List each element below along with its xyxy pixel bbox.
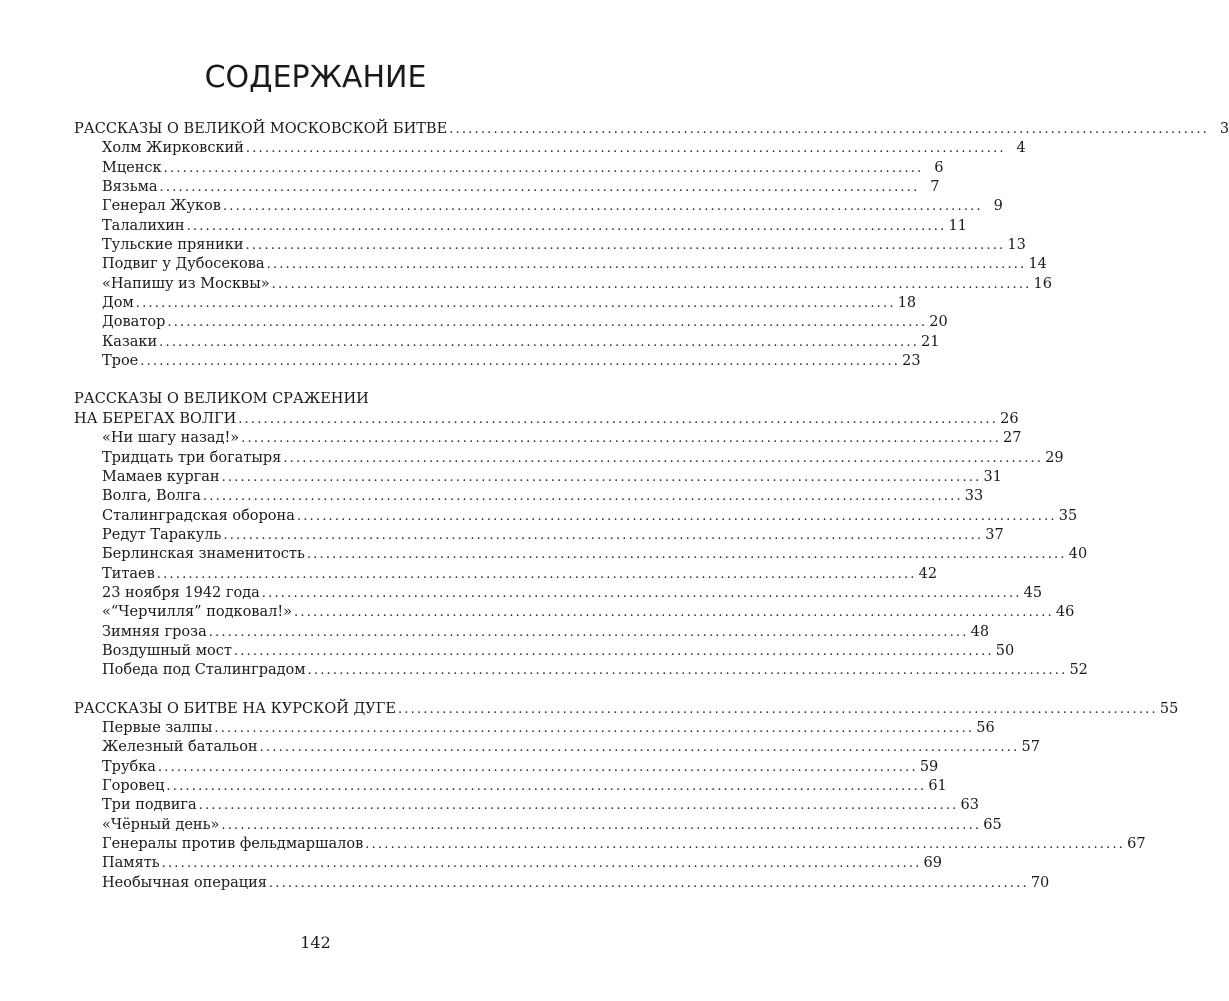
toc-item [74, 584, 1043, 603]
toc-item-title: Волга, Волга [102, 488, 201, 505]
toc-item [74, 565, 938, 584]
dot-leader: ........................................................................................................................ [157, 759, 918, 775]
dot-leader: ........................................................................................................................ [268, 875, 1029, 891]
toc-item [74, 777, 947, 796]
toc-item-title: Зимняя гроза [102, 623, 207, 640]
toc-item-page: 27 [1003, 430, 1022, 447]
dot-leader: ........................................................................................................................ [167, 315, 928, 331]
toc-item [74, 236, 1026, 255]
dot-leader: ........................................................................................................................ [283, 450, 1044, 466]
toc-item-title: Первые залпы [102, 719, 213, 736]
toc-item-title: Подвиг у Дубосекова [102, 256, 265, 273]
toc-item-title: Вязьма [102, 179, 158, 196]
section-heading-title: РАССКАЗЫ О ВЕЛИКОЙ МОСКОВСКОЙ БИТВЕ [74, 121, 448, 137]
toc-item-title: Генерал Жуков [102, 198, 221, 215]
toc-item [74, 255, 1047, 274]
toc-item-page: 50 [995, 642, 1015, 659]
toc-item-title: «Напишу из Москвы» [102, 275, 270, 292]
toc-item-title: Сталинградская оборона [102, 507, 295, 524]
dot-leader: ........................................................................................................................ [208, 624, 969, 640]
dot-leader: ........................................................................................................................ [241, 431, 1002, 447]
dot-leader: ........................................................................................................................ [214, 720, 975, 736]
dot-leader: ........................................................................................................................ [245, 238, 1006, 254]
toc-item [74, 139, 1026, 158]
toc-item-title: Талалихин [102, 217, 185, 234]
dot-leader: ........................................................................................................................ [166, 779, 927, 794]
toc-item [74, 197, 1003, 216]
toc-item [74, 738, 1040, 757]
toc-item [74, 758, 939, 777]
toc-item [74, 275, 1052, 294]
toc-item [74, 854, 942, 873]
toc-item-title: 23 ноября 1942 года [102, 584, 260, 601]
toc-item-page: 57 [1021, 739, 1040, 756]
page-number: 142 [300, 933, 331, 952]
dot-leader: ........................................................................................................................ [266, 257, 1027, 273]
toc-item-page: 69 [923, 855, 942, 872]
dot-leader: ........................................................................................................................ [365, 837, 1126, 853]
toc-item-title: Память [102, 855, 160, 872]
toc-item [74, 178, 940, 197]
toc-item-page: 7 [930, 179, 940, 196]
toc-item-title: Генералы против фельдмаршалов [102, 836, 364, 853]
section-heading [74, 700, 1179, 719]
toc-item-page: 35 [1058, 507, 1078, 524]
toc-item [74, 294, 917, 313]
section-heading-page: 26 [1000, 410, 1019, 427]
toc-item-page: 4 [1016, 140, 1026, 157]
dot-leader: ........................................................................................................................ [202, 489, 963, 505]
dot-leader: ........................................................................................................................ [307, 663, 1068, 679]
dot-leader: ........................................................................................................................ [271, 276, 1032, 292]
toc-item [74, 487, 984, 506]
dot-leader: ........................................................................................................................ [238, 411, 999, 427]
toc-item [74, 159, 944, 178]
toc-item [74, 545, 1088, 564]
section-heading [74, 120, 1229, 139]
toc-item-page: 40 [1068, 546, 1088, 563]
dot-leader: ........................................................................................................................ [221, 817, 982, 833]
toc-item-page: 9 [993, 198, 1003, 215]
toc-item [74, 449, 1064, 468]
toc-item-title: «Ни шагу назад!» [102, 430, 240, 447]
toc-item-title: Титаев [102, 565, 155, 582]
dot-leader: ........................................................................................................................ [261, 585, 1022, 601]
toc-item-page: 18 [897, 295, 917, 312]
dot-leader: ........................................................................................................................ [233, 643, 994, 659]
toc-item [74, 603, 1075, 622]
toc-item [74, 333, 940, 352]
section-heading-line: РАССКАЗЫ О ВЕЛИКОМ СРАЖЕНИИ [74, 391, 369, 408]
dot-leader: ........................................................................................................................ [449, 122, 1210, 137]
toc-item-page: 37 [985, 526, 1004, 543]
dot-leader: ........................................................................................................................ [156, 566, 917, 582]
toc-item-title: Берлинская знаменитость [102, 546, 305, 563]
toc-item [74, 874, 1050, 893]
toc-item-page: 23 [902, 353, 921, 370]
toc-item [74, 623, 990, 642]
toc-item [74, 835, 1146, 854]
table-of-contents [74, 120, 1229, 893]
toc-item-page: 59 [919, 758, 939, 775]
toc-item-page: 14 [1028, 256, 1047, 273]
toc-item-page: 67 [1127, 836, 1146, 853]
dot-leader: ........................................................................................................................ [296, 508, 1057, 524]
dot-leader: ........................................................................................................................ [159, 180, 920, 196]
dot-leader: ........................................................................................................................ [159, 334, 920, 350]
dot-leader: ........................................................................................................................ [222, 199, 983, 215]
dot-leader: ........................................................................................................................ [135, 296, 896, 312]
section-heading-page: 3 [1219, 121, 1229, 137]
dot-leader: ........................................................................................................................ [161, 856, 922, 872]
dot-leader: ........................................................................................................................ [397, 701, 1158, 717]
toc-item [74, 352, 921, 371]
toc-item-title: Три подвига [102, 797, 197, 814]
toc-item [74, 719, 995, 738]
toc-item-page: 16 [1033, 275, 1052, 292]
toc-item-title: Холм Жирковский [102, 140, 244, 157]
toc-item-page: 56 [976, 719, 995, 736]
toc-item-title: Трое [102, 353, 139, 370]
toc-item [74, 661, 1088, 680]
toc-item [74, 468, 1002, 487]
toc-item-page: 48 [970, 623, 990, 640]
toc-item-page: 29 [1045, 449, 1064, 466]
toc-item-title: Доватор [102, 314, 166, 331]
toc-item [74, 526, 1004, 545]
dot-leader: ........................................................................................................................ [163, 160, 924, 176]
page-title: СОДЕРЖАНИЕ [204, 60, 427, 95]
toc-item-page: 63 [960, 797, 979, 814]
toc-item-title: Тульские пряники [102, 237, 244, 254]
dot-leader: ........................................................................................................................ [294, 605, 1054, 621]
toc-item-page: 61 [928, 778, 947, 794]
toc-item-title: Казаки [102, 333, 158, 350]
section-heading-title: НА БЕРЕГАХ ВОЛГИ [74, 410, 237, 427]
toc-item [74, 429, 1022, 448]
dot-leader: ........................................................................................................................ [259, 740, 1020, 756]
dot-leader: ........................................................................................................................ [221, 469, 982, 485]
dot-leader: ........................................................................................................................ [306, 547, 1067, 563]
toc-item-page: 65 [983, 816, 1002, 833]
toc-item-page: 21 [921, 333, 940, 350]
toc-item-page: 42 [918, 565, 938, 582]
toc-item-page: 45 [1023, 584, 1043, 601]
toc-item-page: 13 [1007, 237, 1026, 254]
toc-item [74, 507, 1078, 526]
toc-item-page: 11 [948, 217, 967, 234]
toc-item-page: 33 [964, 488, 984, 505]
toc-item-page: 46 [1055, 604, 1075, 621]
toc-item-title: Трубка [102, 758, 156, 775]
toc-item-title: Воздушный мост [102, 642, 232, 659]
dot-leader: ........................................................................................................................ [223, 527, 984, 543]
toc-item-title: Железный батальон [102, 739, 258, 756]
toc-item-page: 6 [934, 159, 944, 176]
section-heading-page: 55 [1159, 700, 1179, 717]
toc-item-title: Победа под Сталинградом [102, 662, 306, 679]
toc-item [74, 796, 979, 815]
toc-item [74, 816, 1002, 835]
toc-item-title: Мамаев курган [102, 468, 220, 485]
dot-leader: ........................................................................................................................ [198, 798, 959, 814]
toc-item-title: «“Черчилля” подковал!» [102, 604, 293, 621]
toc-item [74, 313, 948, 332]
toc-item-title: «Чёрный день» [102, 816, 220, 833]
toc-item-title: Горовец [102, 778, 165, 794]
toc-item-title: Тридцать три богатыря [102, 449, 282, 466]
toc-item-title: Мценск [102, 159, 162, 176]
dot-leader: ........................................................................................................................ [245, 141, 1006, 157]
dot-leader: ........................................................................................................................ [186, 218, 947, 234]
toc-item-page: 70 [1030, 874, 1050, 891]
toc-item [74, 217, 967, 236]
toc-item-page: 52 [1069, 662, 1088, 679]
section-heading [74, 410, 1019, 429]
toc-item [74, 642, 1015, 661]
toc-item-page: 31 [983, 468, 1002, 485]
section-heading-title: РАССКАЗЫ О БИТВЕ НА КУРСКОЙ ДУГЕ [74, 700, 396, 717]
dot-leader: ........................................................................................................................ [140, 354, 901, 370]
toc-item-page: 20 [929, 314, 948, 331]
toc-item-title: Редут Таракуль [102, 526, 222, 543]
toc-item-title: Необычная операция [102, 874, 267, 891]
toc-item-title: Дом [102, 295, 134, 312]
